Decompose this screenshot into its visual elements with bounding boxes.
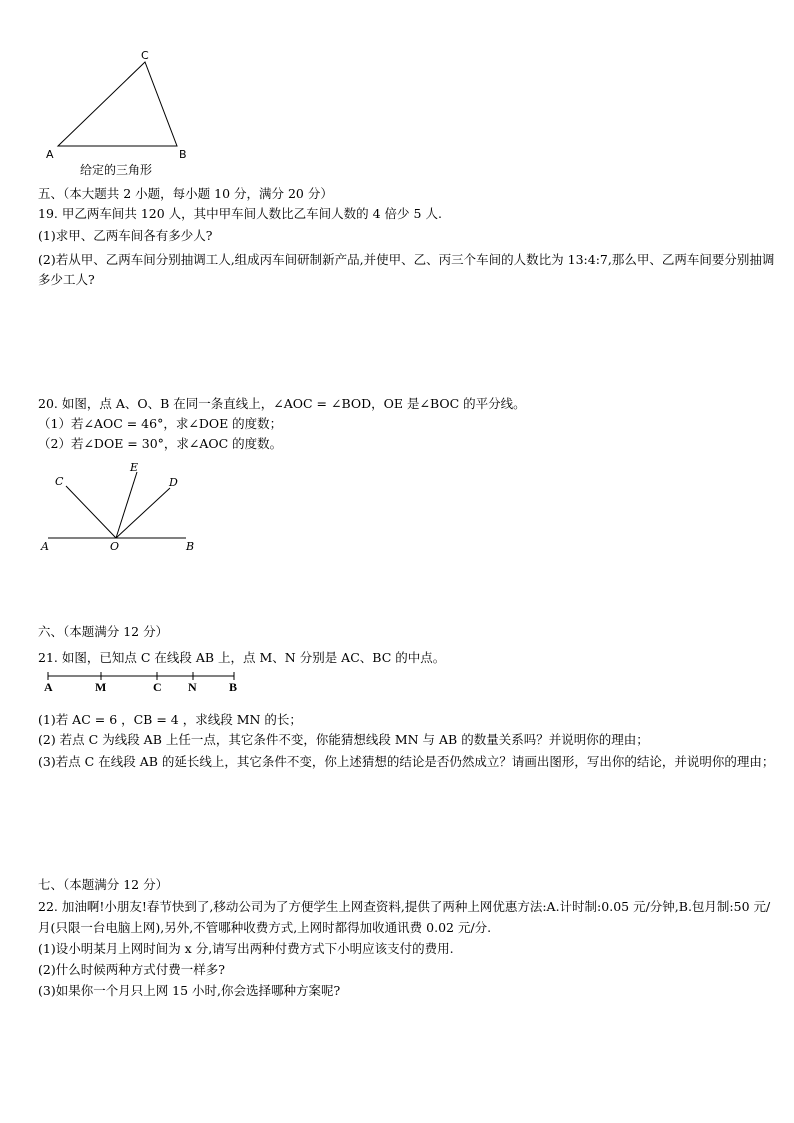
section5-header: 五、（本大题共 2 小题，每小题 10 分，满分 20 分） xyxy=(38,186,333,201)
segment-label-a: A xyxy=(44,680,53,694)
q22-part3: (3)如果你一个月只上网 15 小时,你会选择哪种方案呢? xyxy=(38,983,341,998)
angle-label-a: A xyxy=(41,540,49,553)
q19-stem: 19. 甲乙两车间共 120 人，其中甲车间人数比乙车间人数的 4 倍少 5 人. xyxy=(38,206,442,221)
section6-header: 六、（本题满分 12 分） xyxy=(38,624,169,639)
angle-label-b: B xyxy=(186,540,195,553)
segment-label-m: M xyxy=(95,680,107,694)
angle-label-d: D xyxy=(169,476,178,489)
triangle-label-a: A xyxy=(46,148,54,161)
triangle-label-c: C xyxy=(141,49,149,62)
q19-part2: (2)若从甲、乙两车间分别抽调工人,组成丙车间研制新产品,并使甲、乙、丙三个车间的人数比为 13:4:7,那么甲、乙两车间要分别抽调多少工人? xyxy=(38,252,775,287)
angle-label-o: O xyxy=(110,540,120,553)
q20-part2: （2）若∠DOE = 30°，求∠AOC 的度数。 xyxy=(38,436,283,451)
segment-label-b: B xyxy=(229,680,238,694)
q21-part2: (2) 若点 C 为线段 AB 上任一点，其它条件不变，你能猜想线段 MN 与 AB 的数量关系吗？并说明你的理由； xyxy=(38,732,649,747)
q22-part1: (1)设小明某月上网时间为 x 分,请写出两种付费方式下小明应该支付的费用. xyxy=(38,941,454,956)
q21-part3: (3)若点 C 在线段 AB 的延长线上，其它条件不变，你上述猜想的结论是否仍然成立？请画出图形，写出你的结论，并说明你的理由； xyxy=(38,754,775,769)
section7-header: 七、（本题满分 12 分） xyxy=(38,877,169,892)
triangle-label-b: B xyxy=(179,148,187,161)
triangle-caption: 给定的三角形 xyxy=(80,163,153,177)
angle-label-e: E xyxy=(130,461,139,474)
q22-part2: (2)什么时候两种方式付费一样多? xyxy=(38,962,225,977)
angle-label-c: C xyxy=(55,475,64,488)
q20-stem: 20. 如图，点 A、O、B 在同一条直线上，∠AOC = ∠BOD，OE 是∠BOC 的平分线。 xyxy=(38,396,526,411)
q21-stem: 21. 如图，已知点 C 在线段 AB 上，点 M、N 分别是 AC、BC 的中点。 xyxy=(38,650,446,665)
segment-label-n: N xyxy=(188,680,197,694)
q19-part1: (1)求甲、乙两车间各有多少人? xyxy=(38,228,213,243)
q20-part1: （1）若∠AOC = 46°，求∠DOE 的度数； xyxy=(38,416,283,431)
q22-stem: 22. 加油啊!小朋友!春节快到了,移动公司为了方便学生上网查资料,提供了两种上网优惠方法:A.计时制:0.05 元/分钟,B.包月制:50 元/月(只限一台电脑上网),另外,不管哪种收费方式,上网时都得加收通讯费 0.02 元/分. xyxy=(38,899,771,935)
q21-part1: (1)若 AC = 6 ，CB = 4 ，求线段 MN 的长； xyxy=(38,712,302,727)
segment-label-c: C xyxy=(153,680,162,694)
